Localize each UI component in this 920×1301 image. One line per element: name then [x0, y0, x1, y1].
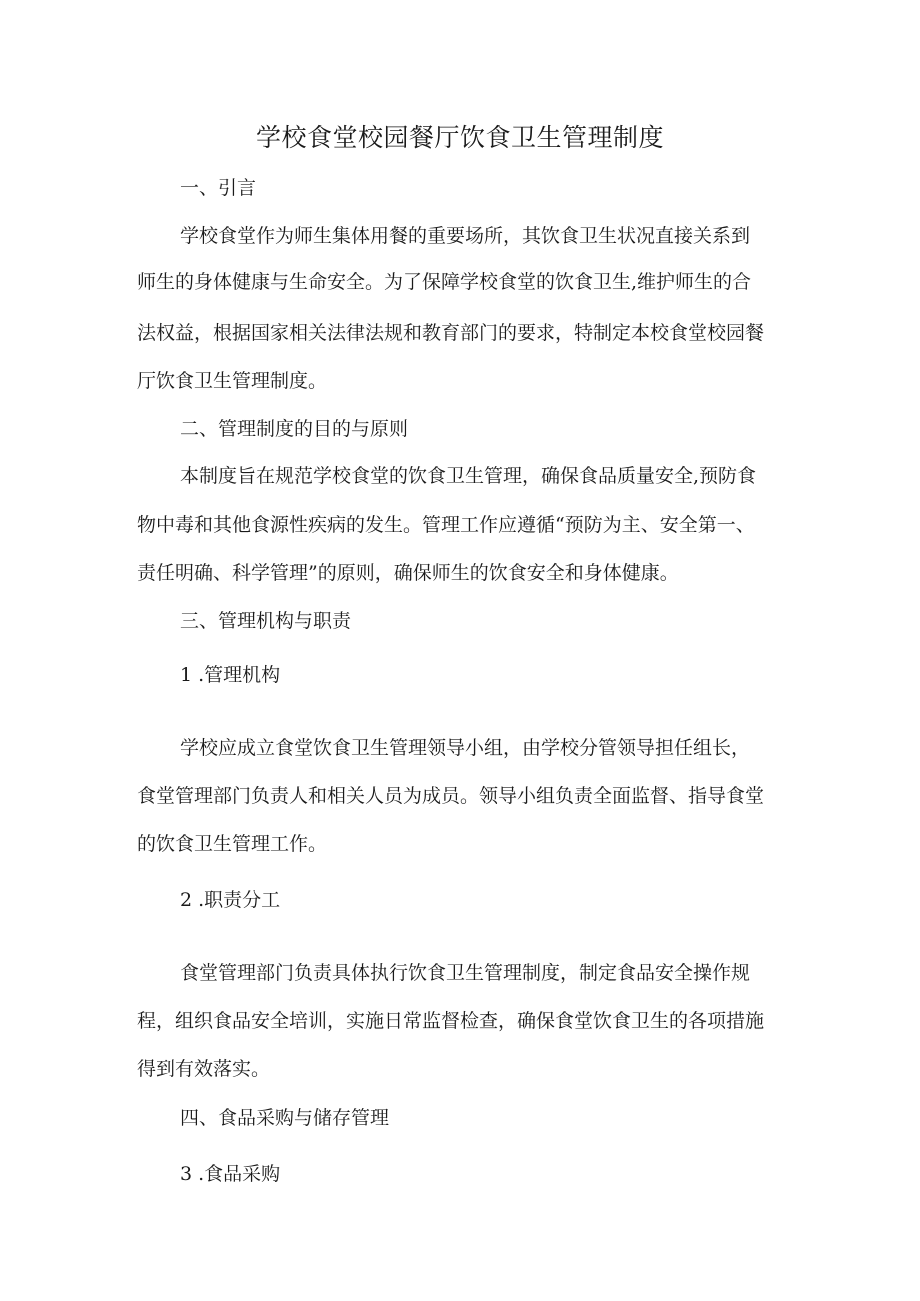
paragraph-line: 责任明确、科学管理”的原则，确保师生的饮食安全和身体健康。 [137, 562, 679, 584]
paragraph-line: 物中毒和其他食源性疾病的发生。管理工作应遵循“预防为主、安全第一、 [137, 514, 755, 536]
paragraph-line: 学校应成立食堂饮食卫生管理领导小组，由学校分管领导担任组长， [180, 737, 751, 759]
paragraph-line: 法权益，根据国家相关法律法规和教育部门的要求，特制定本校食堂校园餐 [137, 322, 765, 344]
paragraph-line: 厅饮食卫生管理制度。 [137, 370, 328, 392]
section-heading-purpose: 二、管理制度的目的与原则 [180, 418, 409, 440]
paragraph-line: 程，组织食品安全培训，实施日常监督检查，确保食堂饮食卫生的各项措施 [137, 1010, 765, 1032]
paragraph-line: 得到有效落实。 [137, 1058, 271, 1080]
paragraph-line: 学校食堂作为师生集体用餐的重要场所，其饮食卫生状况直接关系到 [180, 225, 751, 247]
subsection-heading-responsibilities: 2 .职责分工 [180, 889, 281, 911]
subsection-heading-management-body: 1 .管理机构 [180, 664, 281, 686]
paragraph-line: 食堂管理部门负责具体执行饮食卫生管理制度，制定食品安全操作规 [180, 962, 751, 984]
paragraph-line: 的饮食卫生管理工作。 [137, 833, 328, 855]
paragraph-line: 师生的身体健康与生命安全。为了保障学校食堂的饮食卫生,维护师生的合 [137, 271, 752, 293]
section-heading-organization: 三、管理机构与职责 [180, 610, 352, 632]
paragraph-line: 食堂管理部门负责人和相关人员为成员。领导小组负责全面监督、指导食堂 [137, 785, 765, 807]
section-heading-introduction: 一、引言 [180, 177, 257, 199]
section-heading-procurement: 四、食品采购与储存管理 [180, 1107, 390, 1129]
document-title: 学校食堂校园餐厅饮食卫生管理制度 [255, 123, 664, 152]
paragraph-line: 本制度旨在规范学校食堂的饮食卫生管理，确保食品质量安全,预防食 [180, 465, 757, 487]
subsection-heading-food-procurement: 3 .食品采购 [180, 1163, 281, 1185]
